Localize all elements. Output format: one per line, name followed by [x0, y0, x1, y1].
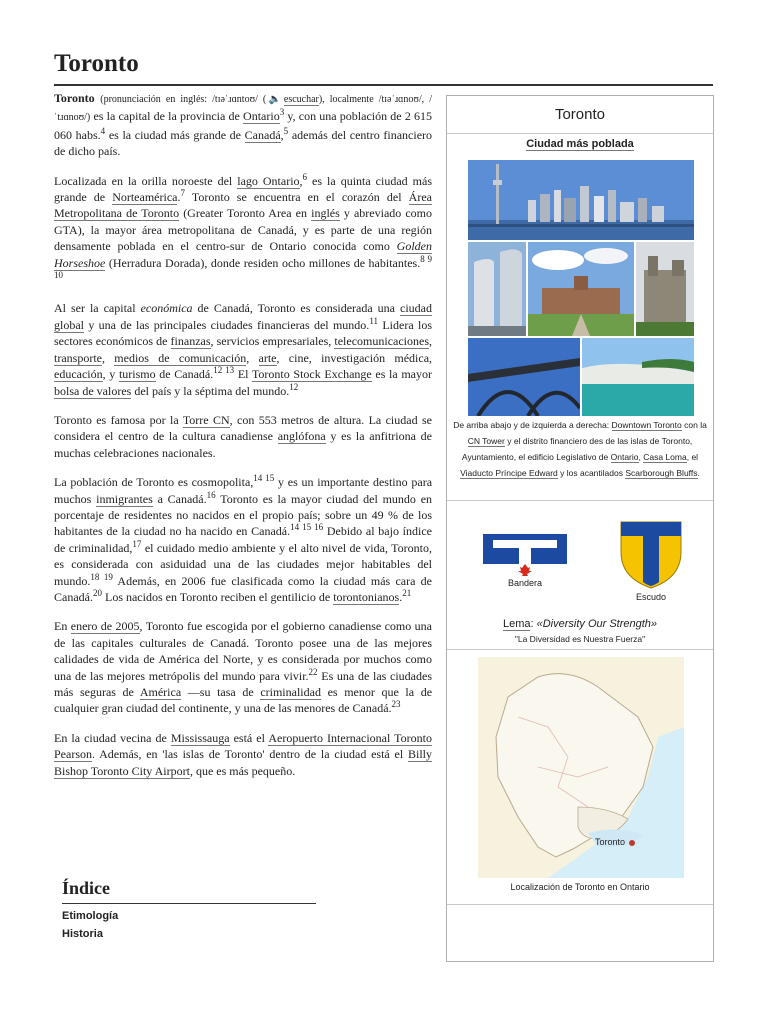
text: es la ciudad más grande de — [108, 127, 242, 142]
text: además del centro financiero de dicho país. — [54, 127, 433, 159]
link-canada[interactable]: Canadá — [244, 127, 281, 142]
text: Además, en 2006 fue clasificada como la ciudad más cara de Canadá. — [54, 573, 432, 604]
caption-text: , el — [686, 452, 699, 462]
text: es la mayor — [375, 367, 432, 382]
link-norteamerica[interactable]: Norteamérica — [112, 190, 178, 205]
toc-item-etimologia[interactable]: Etimología — [62, 910, 119, 922]
text: y es la anfitriona de muchas celebraciones nacionales. — [54, 429, 432, 460]
text: En — [54, 619, 68, 634]
toc-divider — [62, 903, 316, 904]
text: (Greater Toronto Area en — [183, 206, 308, 221]
link-tse[interactable]: Toronto Stock Exchange — [251, 367, 372, 382]
text: Toronto es famosa por la — [54, 412, 179, 427]
text: del país y la séptima del mundo. — [134, 383, 290, 398]
pronunciation: (pronunciación en inglés: /tɪəˈɹɑntoʊ/ ( — [100, 94, 267, 105]
symbols-row — [447, 506, 713, 616]
link-telecomunicaciones[interactable]: telecomunicaciones — [334, 334, 429, 349]
link-arte[interactable]: arte — [258, 350, 277, 365]
caption-text: . — [697, 468, 700, 478]
paragraph-culture — [54, 412, 432, 461]
photo-scarborough-bluffs[interactable] — [582, 338, 694, 416]
text: de Canadá. — [159, 367, 214, 382]
text: , Toronto fue escogida por el gobierno canadiense como una de las capitales culturales de Canadá. Toronto posee una de las mejores calidades de vida de América del Norte, y es considerada por muchos como una de las mejores metrópolis del mundo para vivir. — [54, 619, 432, 683]
photo-city-hall[interactable] — [468, 242, 526, 336]
ref-link[interactable]: 4 — [100, 125, 106, 136]
link-torontonianos[interactable]: torontonianos — [333, 589, 400, 604]
collage-caption — [453, 417, 707, 481]
text: Lidera los sectores económicos de — [54, 317, 432, 349]
motto-value: «Diversity Our Strength» — [536, 618, 658, 630]
caption-text: De arriba abajo y de izquierda a derecha: — [453, 420, 610, 430]
text: , y — [102, 367, 116, 382]
speaker-icon[interactable]: 🔈 — [266, 94, 284, 105]
map-caption: Localización de Toronto en Ontario — [510, 882, 650, 892]
flag-image[interactable] — [483, 534, 567, 576]
article-body — [54, 90, 432, 792]
ontario-location-map[interactable] — [478, 657, 684, 878]
toc-item-historia[interactable]: Historia — [62, 928, 103, 940]
caption-link-bluffs[interactable]: Scarborough Bluffs — [625, 468, 698, 478]
text: y es un importante destino para muchos — [54, 475, 433, 506]
link-bolsa[interactable]: bolsa de valores — [54, 383, 132, 398]
text: El — [237, 367, 249, 382]
paragraph-economy: Al ser la capital económica de Canadá, Toronto es considerada una ciudad global y una de las principales ciudades financieras del mundo.$^{11}$ Lidera los sectores económicos de finanzas, servicios empresariales, telecomunicaciones, transporte, medios de comunicación, arte, cine, investigación médica, educación, y turismo de Canadá.$^{12 13}$ El Toronto Stock Exchange es la mayor bolsa de valores del país y la séptima del mundo.$^{12}$ — [54, 301, 433, 398]
infobox-divider — [447, 500, 713, 501]
infobox-divider — [447, 649, 713, 650]
text: Los nacidos en Toronto reciben el gentilicio de — [104, 589, 331, 604]
link-transporte[interactable]: transporte — [54, 350, 102, 365]
ref-link[interactable]: 6 — [302, 171, 308, 182]
ref-link[interactable]: 14 15 — [253, 473, 275, 484]
infobox-subtitle[interactable] — [447, 138, 713, 150]
text: Toronto se encuentra en el corazón del — [191, 190, 402, 205]
link-enero-2005[interactable]: enero de 2005 — [70, 619, 140, 634]
ref-link[interactable]: 21 — [402, 587, 412, 598]
link-billy-bishop[interactable]: Billy Bishop Toronto City Airport — [54, 747, 432, 778]
paragraph-quality — [54, 618, 432, 716]
caption-link-downtown[interactable]: Downtown Toronto — [611, 420, 682, 430]
caption-link-ontario[interactable]: Ontario — [610, 452, 639, 462]
link-ingles[interactable]: inglés — [311, 206, 340, 221]
motto-label[interactable]: Lema — [502, 618, 531, 630]
title-divider — [54, 84, 713, 86]
ref-link[interactable]: 14 15 16 — [290, 522, 324, 533]
text: está el — [233, 730, 265, 745]
ref-link[interactable]: 11 — [369, 315, 378, 326]
caption-link-casa-loma[interactable]: Casa Loma — [643, 452, 687, 462]
page-title: Toronto — [54, 50, 139, 77]
caption-link-cn-tower[interactable]: CN Tower — [467, 436, 505, 446]
photo-casa-loma[interactable] — [636, 242, 694, 336]
ref-link[interactable]: 22 — [308, 666, 318, 677]
shield-image[interactable] — [619, 520, 683, 590]
infobox-subtitle-text[interactable]: Ciudad más poblada — [526, 138, 634, 150]
link-mississauga[interactable]: Mississauga — [170, 730, 230, 745]
paragraph-airports — [54, 730, 432, 779]
text: y, con una población de 2 615 060 habs. — [54, 109, 433, 142]
text: (Herradura Dorada), donde residen ocho millones de habitantes. — [108, 255, 421, 270]
text: —su tasa de — [187, 685, 254, 699]
infobox — [446, 95, 714, 962]
text: es la quinta ciudad más grande de — [54, 173, 432, 205]
text: . Además, en 'las islas de Toronto' dentro de la ciudad está el — [92, 747, 404, 762]
ref-link[interactable]: 8 9 10 — [54, 253, 433, 281]
infobox-title: Toronto — [554, 106, 606, 123]
ref-link[interactable]: 16 — [206, 489, 216, 500]
link-finanzas[interactable]: finanzas — [170, 334, 211, 349]
photo-legislative-building[interactable] — [528, 242, 634, 336]
link-inmigrantes[interactable]: inmigrantes — [96, 491, 153, 506]
caption-text: y el distrito financiero des de las islas de Toronto, Ayuntamiento, el edificio Legislativo de — [461, 436, 693, 462]
link-area-metropolitana[interactable]: Área Metropolitana de Toronto — [54, 190, 432, 221]
ref-link[interactable]: 12 — [289, 381, 299, 392]
toc-heading: Índice — [62, 878, 111, 898]
ref-link[interactable]: 3 — [279, 107, 285, 118]
text: , cine, investigación médica, — [276, 350, 433, 365]
link-anglofona[interactable]: anglófona — [277, 429, 326, 444]
map-city-label: Toronto — [595, 837, 626, 847]
emphasis: económica — [140, 301, 193, 316]
infobox-divider — [447, 904, 713, 905]
motto-translation: "La Diversidad es Nuestra Fuerza" — [514, 634, 646, 644]
text: , con 553 metros de altura. La ciudad se considera el centro de la cultura canadiense — [54, 412, 432, 444]
text: el cuidado medio ambiente y el alto nivel de vida, Toronto, es considerada con asiduidad una de las ciudades mejor habitables del mundo. — [54, 540, 432, 588]
ref-link[interactable]: 12 13 — [213, 365, 235, 376]
text: , servicios empresariales, — [210, 334, 332, 349]
photo-prince-edward-viaduct[interactable] — [468, 338, 580, 416]
table-of-contents — [62, 878, 316, 940]
text: y abreviado como GTA), la mayor área metropolitana de Canadá, y es parte de una región densamente poblada en el centro-sur de Ontario conocida como — [54, 206, 433, 254]
text: La población de Toronto es cosmopolita, — [54, 475, 254, 490]
link-ontario[interactable]: Ontario — [243, 109, 280, 124]
ref-link[interactable]: 18 19 — [90, 571, 113, 582]
text: Es una de las ciudades más seguras de — [54, 668, 432, 699]
text: Debido al bajo índice de criminalidad, — [54, 524, 432, 555]
flag-label: Bandera — [507, 578, 543, 588]
infobox-divider — [447, 133, 713, 134]
link-ciudad-global[interactable]: ciudad global — [54, 301, 432, 332]
text: Toronto es la mayor ciudad del mundo en porcentaje de residentes no nacidos en el propio país; sobre un 49 % de los habitantes de la ciudad no ha nacido en Canadá. — [54, 491, 433, 539]
photo-downtown-skyline[interactable] — [468, 160, 694, 240]
motto: Lema: «Diversity Our Strength» — [502, 618, 658, 630]
text: es menor que la de cualquier gran ciudad del continente, y una de las menores de Canadá. — [54, 685, 433, 716]
link-educacion[interactable]: educación — [54, 367, 103, 382]
link-criminalidad[interactable]: criminalidad — [260, 685, 321, 699]
text: es la capital de la provincia de — [93, 109, 240, 124]
text: En la ciudad vecina de — [54, 730, 167, 745]
text: y una de las principales ciudades financieras del mundo. — [88, 317, 370, 332]
caption-text: con la — [684, 420, 707, 430]
ref-link[interactable]: 7 — [180, 188, 185, 199]
listen-link[interactable]: escuchar — [283, 94, 319, 105]
text: , que es más pequeño. — [189, 763, 296, 778]
text: a Canadá. — [157, 491, 207, 506]
text: Localizada en la orilla noroeste del — [54, 173, 233, 188]
paragraph-location: Localizada en la orilla noroeste del lago Ontario,$^6$ es la quinta ciudad más grande de Norteamérica.$^7$ Toronto se encuentra en el corazón del Área Metropolitana de Toronto (Greater Toronto Area en inglés y abreviado como GTA), la mayor área metropolitana de Canadá, y es parte de una región densamente poblada en el centro-sur de Ontario conocida como Golden Horseshoe (Herradura Dorada), donde residen ocho millones de habitantes.$^{8 9 10}$ — [54, 171, 433, 281]
caption-link-viaducto[interactable]: Viaducto Príncipe Edward — [460, 468, 558, 478]
ref-link[interactable]: 20 — [92, 587, 102, 598]
link-turismo[interactable]: turismo — [118, 367, 156, 382]
link-lago-ontario[interactable]: lago Ontario — [237, 173, 300, 188]
ref-link[interactable]: 17 — [132, 538, 142, 549]
text: de Canadá, Toronto es considerada una — [197, 301, 396, 316]
photo-collage[interactable] — [468, 160, 694, 416]
shield-label: Escudo — [635, 592, 667, 602]
paragraph-intro: Toronto (pronunciación en inglés: /tɪəˈɹɑntoʊ/ (🔈escuchar), localmente /tɪəˈɹɑnoʊ/, /ˈtɹɑnoʊ/) es la capital de la provincia de Ontario$^3$ y, con una población de 2 615 060 habs.$^4$ es la ciudad más grande de Canadá,$^5$ además del centro financiero de dicho país. — [54, 91, 433, 159]
bold-term: Toronto — [54, 91, 95, 105]
paragraph-population: La población de Toronto es cosmopolita,$^{14 15}$ y es un importante destino para muchos inmigrantes a Canadá.$^{16}$ Toronto es la mayor ciudad del mundo en porcentaje de residentes no nacidos en el propio país; sobre un 49 % de los habitantes de la ciudad no ha nacido en Canadá.$^{14 15 16}$ Debido al bajo índice de criminalidad,$^{17}$ el cuidado medio ambiente y el alto nivel de vida, Toronto, es considerada con asiduidad una de las ciudades mejor habitables del mundo.$^{18 19}$ Además, en 2006 fue clasificada como la ciudad más cara de Canadá.$^{20}$ Los nacidos en Toronto reciben el gentilicio de torontonianos.$^{21}$ — [54, 473, 433, 604]
link-america[interactable]: América — [139, 685, 182, 699]
text: Al ser la capital — [54, 301, 136, 316]
ref-link[interactable]: 5 — [283, 125, 289, 136]
caption-text: y los acantilados — [560, 468, 623, 478]
link-golden-horseshoe[interactable]: Golden Horseshoe — [54, 239, 432, 270]
caption-text: , — [638, 452, 641, 462]
ref-link[interactable]: 23 — [391, 699, 401, 710]
pronunciation-local: ), localmente /tɪəˈɹɑnoʊ/, /ˈtɹɑnoʊ/) — [54, 94, 432, 124]
link-torre-cn[interactable]: Torre CN — [182, 412, 230, 427]
link-medios[interactable]: medios de comunicación — [114, 350, 247, 365]
link-pearson[interactable]: Aeropuerto Internacional Toronto Pearson — [54, 730, 432, 762]
